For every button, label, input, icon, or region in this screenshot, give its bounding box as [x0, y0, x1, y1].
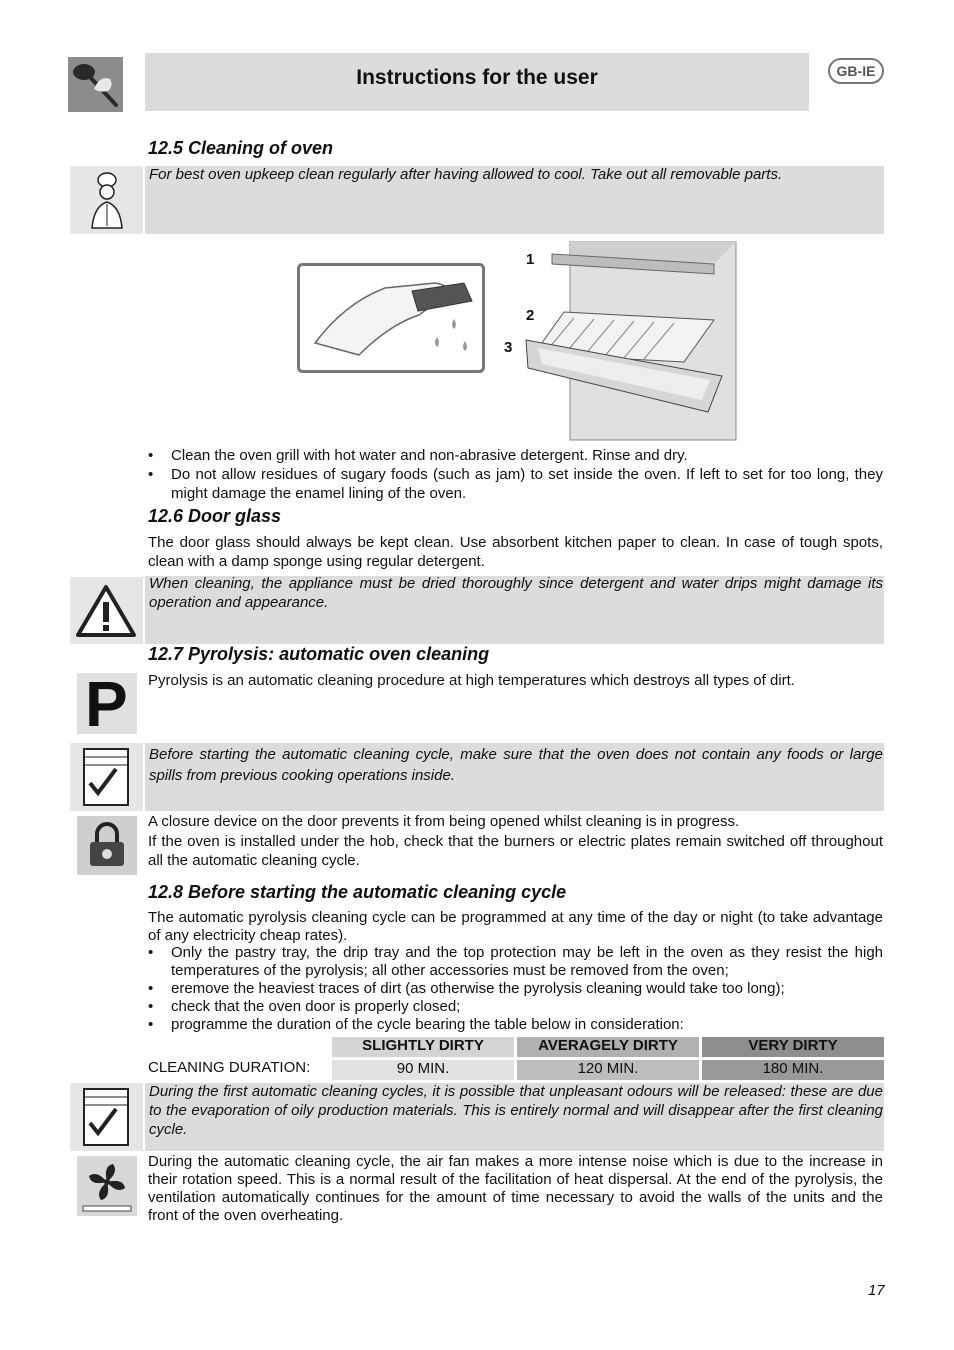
warning-text: When cleaning, the appliance must be dried thoroughly since detergent and water drips might damage its operation and appearance. — [149, 575, 883, 611]
pyrolysis-p-icon: P — [77, 673, 137, 734]
table-cell-120-min: 120 MIN. — [517, 1060, 699, 1080]
oven-interior-illustration — [502, 240, 740, 442]
callout-2: 2 — [526, 307, 535, 324]
table-cell-180-min: 180 MIN. — [702, 1060, 884, 1080]
list-item: • Do not allow residues of sugary foods (such as jam) to set inside the oven. If left to set for too long, they might damage the enamel lining of the oven. — [148, 466, 883, 502]
language-badge: GB-IE — [828, 58, 884, 84]
notepad-check-icon — [70, 1083, 143, 1151]
fan-icon — [77, 1156, 137, 1216]
warning-icon — [70, 577, 143, 644]
list-item: • eremove the heaviest traces of dirt (as otherwise the pyrolysis cleaning would take too long); — [148, 980, 785, 997]
page-number: 17 — [868, 1282, 885, 1299]
door-glass-text: The door glass should always be kept clean. Use absorbent kitchen paper to clean. In case of tough spots, clean with a damp sponge using regular detergent. — [148, 534, 883, 570]
cleaning-bullets — [148, 446, 883, 503]
pyrolysis-text: Pyrolysis is an automatic cleaning procedure at high temperatures which destroys all types of dirt. — [148, 672, 795, 689]
section-heading-12-6: 12.6 Door glass — [148, 506, 282, 526]
notepad-check-icon — [70, 743, 143, 811]
list-item: • check that the oven door is properly closed; — [148, 998, 461, 1015]
chef-logo — [68, 57, 123, 112]
page-title: Instructions for the user — [356, 66, 598, 89]
intro-text: For best oven upkeep clean regularly after having allowed to cool. Take out all removable parts. — [149, 166, 783, 183]
section-heading-12-5: 12.5 Cleaning of oven — [148, 138, 334, 158]
callout-1: 1 — [526, 251, 535, 268]
list-item: • programme the duration of the cycle bearing the table below in consideration: — [148, 1016, 684, 1033]
lock-icon — [77, 816, 137, 875]
before-cycle-text: The automatic pyrolysis cleaning cycle can be programmed at any time of the day or night (to take advantage of any electricity cheap rates). — [148, 909, 883, 944]
callout-3: 3 — [504, 339, 513, 356]
table-header-averagely-dirty: AVERAGELY DIRTY — [517, 1037, 699, 1057]
table-header-very-dirty: VERY DIRTY — [702, 1037, 884, 1057]
lock-text-1: A closure device on the door prevents it from being opened whilst cleaning is in progress. — [148, 813, 740, 830]
table-header-slightly-dirty: SLIGHTLY DIRTY — [332, 1037, 514, 1057]
note-text: Before starting the automatic cleaning cycle, make sure that the oven does not contain any foods or large spills from previous cooking operations inside. — [149, 746, 883, 784]
list-item: • Clean the oven grill with hot water and non-abrasive detergent. Rinse and dry. — [148, 447, 688, 464]
table-cell-90-min: 90 MIN. — [332, 1060, 514, 1080]
section-heading-12-7: 12.7 Pyrolysis: automatic oven cleaning — [148, 644, 490, 664]
fan-text: During the automatic cleaning cycle, the air fan makes a more intense noise which is due to the increase in their rotation speed. This is a normal result of the facilitation of heat dispersal. At the end of the pyrolysis, the ventilation automatically continues for the amount of time necessary to avoid the walls of the units and the front of the oven overheating. — [148, 1153, 883, 1224]
list-item: • Only the pastry tray, the drip tray and the top protection may be left in the oven as they resist the high temperatures of the pyrolysis; all other accessories must be removed from the oven; — [148, 944, 883, 979]
section-heading-12-8: 12.8 Before starting the automatic cleaning cycle — [148, 882, 567, 902]
lock-text-2: If the oven is installed under the hob, check that the burners or electric plates remain switched off throughout all the automatic cleaning cycle. — [148, 833, 883, 869]
first-cycle-note-text: During the first automatic cleaning cycles, it is possible that unpleasant odours will be released: these are due to the evaporation of oily production materials. This is entirely normal and will disappear after the first cleaning cycle. — [149, 1083, 883, 1138]
before-cycle-bullets — [148, 944, 883, 1034]
table-row-label: CLEANING DURATION: — [148, 1059, 311, 1076]
chef-icon — [70, 166, 143, 234]
wiping-illustration — [297, 263, 485, 373]
